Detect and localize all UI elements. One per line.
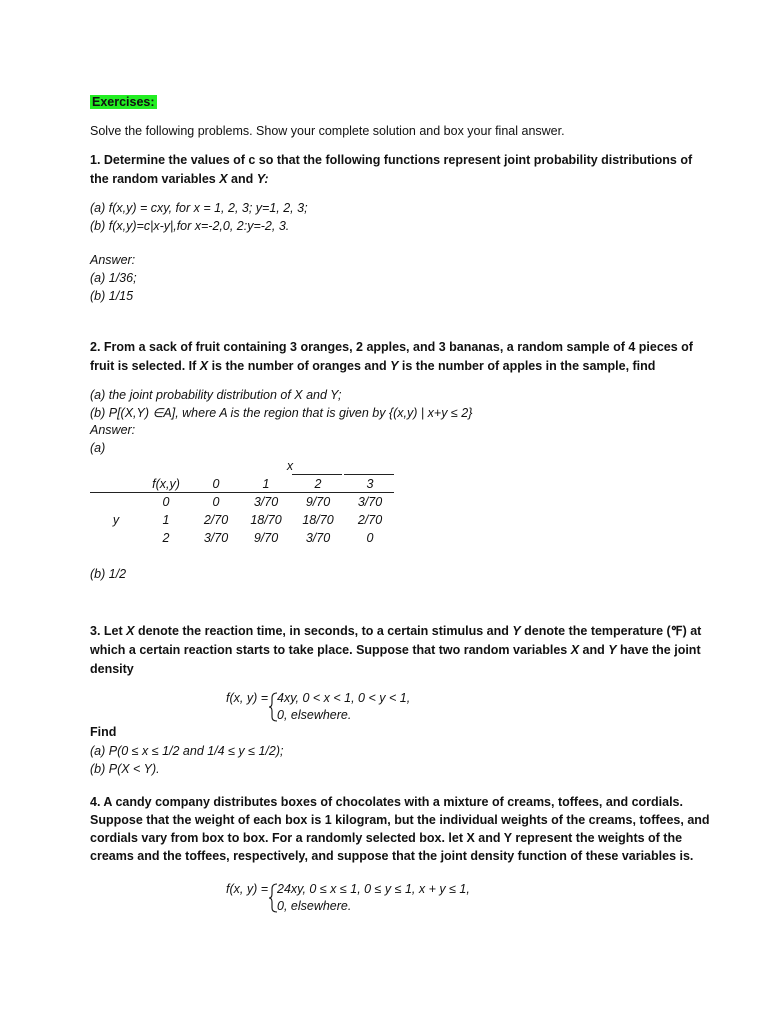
problem-3-part-b: (b) P(X < Y). xyxy=(90,762,160,776)
text-span: which a certain reaction starts to take place. Suppose that two random variables xyxy=(90,643,571,657)
table-col-header: 2 xyxy=(314,477,322,491)
var-y: Y: xyxy=(256,172,269,186)
text-span: denote the temperature (℉) at xyxy=(520,624,702,638)
problem-4-line-4: creams and the toffees, respectively, and suppose that the joint density function of these variables is. xyxy=(90,849,694,863)
problem-3-find: Find xyxy=(90,725,117,739)
problem-3-line-2 xyxy=(90,641,701,659)
problem-1-answer-a: (a) 1/36; xyxy=(90,271,137,285)
table-col-header: 1 xyxy=(262,477,270,491)
table-cell: 2/70 xyxy=(357,513,383,527)
table-cell: 3/70 xyxy=(305,531,331,545)
problem-3-part-a: (a) P(0 ≤ x ≤ 1/2 and 1/4 ≤ y ≤ 1/2); xyxy=(90,744,284,758)
table-col-header: 0 xyxy=(212,477,220,491)
problem-2-answer-a: (a) xyxy=(90,441,106,455)
table-cell: 3/70 xyxy=(357,495,383,509)
table-col-header: 3 xyxy=(366,477,374,491)
var-x: X xyxy=(570,643,580,657)
problem-4-case-1: 24xy, 0 ≤ x ≤ 1, 0 ≤ y ≤ 1, x + y ≤ 1, xyxy=(277,882,470,896)
table-cell: 3/70 xyxy=(203,531,229,545)
var-x: X xyxy=(199,359,209,373)
exercises-heading xyxy=(90,93,157,111)
text-span: the random variables xyxy=(90,172,220,186)
text-span: denote the reaction time, in seconds, to a certain stimulus and xyxy=(134,624,513,638)
problem-1-answer-b: (b) 1/15 xyxy=(90,289,134,303)
problem-4-line-2: Suppose that the weight of each box is 1 kilogram, but the individual weights of the creams, toffees, and xyxy=(90,813,710,827)
table-x-label: x xyxy=(286,459,294,473)
problem-2-line-1: 2. From a sack of fruit containing 3 oranges, 2 apples, and 3 bananas, a random sample of 4 pieces of xyxy=(90,340,693,354)
text-span: have the joint xyxy=(616,643,701,657)
table-row-y: 0 xyxy=(162,495,170,509)
problem-3-line-1 xyxy=(90,622,701,640)
problem-2-part-b: (b) P[(X,Y) ∈A], where A is the region that is given by {(x,y) | x+y ≤ 2} xyxy=(90,406,473,420)
instructions-text: Solve the following problems. Show your complete solution and box your final answer. xyxy=(90,124,565,138)
problem-3-case-2: 0, elsewhere. xyxy=(277,708,352,722)
problem-1-part-b: (b) f(x,y)=c|x-y|,for x=-2,0, 2:y=-2, 3. xyxy=(90,219,290,233)
problem-3-line-3: density xyxy=(90,662,134,676)
table-cell: 0 xyxy=(366,531,374,545)
text-span: and xyxy=(227,172,257,186)
text-span: and xyxy=(579,643,609,657)
table-cell: 2/70 xyxy=(203,513,229,527)
problem-4-function-lhs: f(x, y) = xyxy=(226,882,269,896)
var-x: X xyxy=(126,624,135,638)
table-cell: 9/70 xyxy=(305,495,331,509)
problem-2-part-a: (a) the joint probability distribution of X and Y; xyxy=(90,388,342,402)
var-x: X xyxy=(219,172,228,186)
problem-4-line-3: cordials vary from box to box. For a randomly selected box. let X and Y represent the weights of the xyxy=(90,831,683,845)
text-span: fruit is selected. If xyxy=(90,359,200,373)
text-span: 3. Let xyxy=(90,624,127,638)
table-row-y: 2 xyxy=(162,531,170,545)
table-corner: f(x,y) xyxy=(152,477,180,491)
problem-1-part-a: (a) f(x,y) = cxy, for x = 1, 2, 3; y=1, 2, 3; xyxy=(90,201,308,215)
problem-1-line-2 xyxy=(90,170,269,188)
problem-1-line-1: 1. Determine the values of c so that the following functions represent joint probability distributions of xyxy=(90,153,693,167)
table-cell: 0 xyxy=(212,495,220,509)
table-cell: 9/70 xyxy=(253,531,279,545)
text-span: is the number of apples in the sample, find xyxy=(398,359,656,373)
table-cell: 18/70 xyxy=(302,513,334,527)
table-row-y: 1 xyxy=(162,513,170,527)
problem-4-case-2: 0, elsewhere. xyxy=(277,899,352,913)
table-cell: 18/70 xyxy=(250,513,282,527)
problem-4-line-1: 4. A candy company distributes boxes of chocolates with a mixture of creams, toffees, and cordials. xyxy=(90,795,683,809)
text-span: is the number of oranges and xyxy=(208,359,391,373)
table-y-label: y xyxy=(112,513,120,527)
problem-2-answer-b: (b) 1/2 xyxy=(90,567,127,581)
var-y: Y xyxy=(390,359,399,373)
table-cell: 3/70 xyxy=(253,495,279,509)
problem-3-case-1: 4xy, 0 < x < 1, 0 < y < 1, xyxy=(277,691,411,705)
var-y: Y xyxy=(512,624,521,638)
joint-probability-table xyxy=(90,458,396,550)
problem-1-answer-label: Answer: xyxy=(90,253,136,267)
heading-highlight: Exercises: xyxy=(92,95,155,109)
problem-2-line-2 xyxy=(90,357,655,375)
problem-2-answer-label: Answer: xyxy=(90,423,136,437)
problem-3-function-lhs: f(x, y) = xyxy=(226,691,269,705)
var-y: Y xyxy=(608,643,617,657)
